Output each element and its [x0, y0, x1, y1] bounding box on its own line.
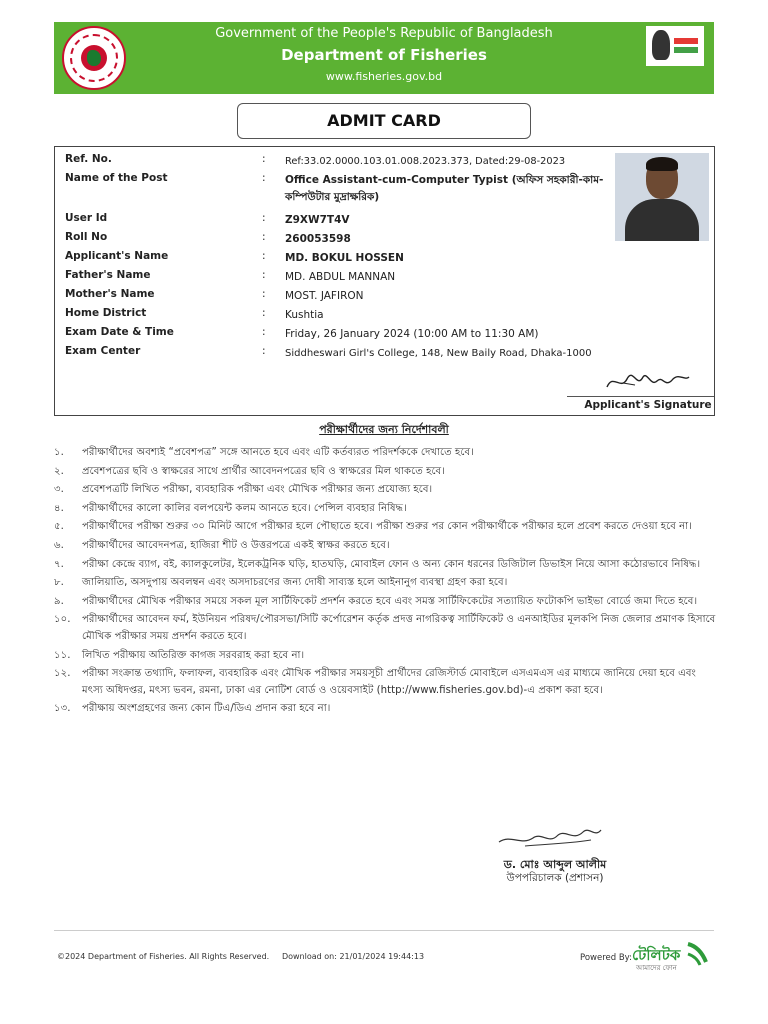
instruction-text: পরীক্ষা কেন্দ্রে ব্যাগ, বই, ক্যালকুলেটর, ইলেকট্রনিক ঘড়ি, হাতঘড়ি, মোবাইল ফোন ও অন্য কোন ধরনের ডিজিটাল ডিভাইস নিয়ে আসা কঠোরভাবে নিষিদ্ধ।	[82, 558, 701, 570]
instruction-text: জালিয়াতি, অসদুপায় অবলম্বন এবং অসদাচরণের জন্য দোষী সাব্যস্ত হলে আইনানুগ ব্যবস্থা গ্রহণ করা হবে।	[82, 577, 508, 589]
footer-download-time: Download on: 21/01/2024 19:44:13	[281, 952, 425, 961]
instruction-number: ৯.	[54, 595, 64, 607]
instruction-item	[54, 557, 718, 574]
field-value: Siddheswari Girl's College, 148, New Baily Road, Dhaka-1000	[285, 348, 592, 359]
field-label: Name of the Post	[65, 172, 168, 184]
field-value: Ref:33.02.0000.103.01.008.2023.373, Dated:29-08-2023	[285, 156, 566, 167]
instruction-item	[54, 594, 718, 611]
field-label: Roll No	[65, 231, 108, 243]
field-value: 260053598	[285, 233, 351, 245]
instruction-number: ৭.	[54, 558, 64, 570]
instruction-text: পরীক্ষায় অংশগ্রহণের জন্য কোন টিএ/ডিএ প্রদান করা হবে না।	[82, 703, 331, 715]
instruction-text: পরীক্ষার্থীদের আবেদনপত্র, হাজিরা শীট ও উত্তরপত্রে একই স্বাক্ষর করতে হবে।	[82, 539, 390, 551]
instruction-item	[54, 575, 718, 592]
officer-signature-icon	[495, 820, 605, 856]
header-banner	[54, 22, 714, 94]
instruction-item	[54, 464, 718, 481]
applicant-signature-label: Applicant's Signature	[584, 399, 712, 411]
applicant-info-box	[54, 146, 715, 416]
instruction-item	[54, 701, 718, 718]
field-colon: :	[262, 212, 266, 224]
instruction-item	[54, 648, 718, 665]
field-colon: :	[262, 172, 266, 184]
instruction-item	[54, 666, 718, 699]
footer-copyright: ©2024 Department of Fisheries. All Rights Reserved.	[57, 952, 270, 961]
field-value: Office Assistant-cum-Computer Typist (অফিস সহকারী-কাম-কম্পিউটার মুদ্রাক্ষরিক)	[285, 174, 604, 203]
instruction-text: প্রবেশপত্রের ছবি ও স্বাক্ষরের সাথে প্রার্থীর আবেদনপত্রের ছবি ও স্বাক্ষরের মিল থাকতে হবে।	[82, 465, 445, 477]
website-link[interactable]: www.fisheries.gov.bd	[325, 70, 443, 83]
admit-card-title: ADMIT CARD	[237, 103, 531, 139]
department-name: Department of Fisheries	[281, 46, 487, 64]
field-label: Father's Name	[65, 269, 151, 281]
instruction-item	[54, 538, 718, 555]
instruction-number: ৪.	[54, 502, 64, 514]
field-value: Kushtia	[285, 309, 324, 321]
mujib-borsho-logo-icon	[646, 26, 704, 66]
instruction-text: প্রবেশপত্রটি লিখিত পরীক্ষা, ব্যবহারিক পরীক্ষা এবং মৌখিক পরীক্ষার জন্য প্রযোজ্য হবে।	[82, 484, 433, 496]
instruction-number: ৩.	[54, 484, 64, 496]
instruction-text: পরীক্ষার্থীদের মৌখিক পরীক্ষার সময়ে সকল মূল সার্টিফিকেট প্রদর্শন করতে হবে এবং সমস্ত সার্টিফিকেটের সত্যায়িত ফটোকপি ভাইভা বোর্ডে জমা দিতে হবে।	[82, 595, 698, 607]
field-value: Friday, 26 January 2024 (10:00 AM to 11:30 AM)	[285, 328, 539, 340]
instruction-number: ১.	[54, 447, 64, 458]
field-label: Ref. No.	[65, 153, 112, 165]
field-value: Z9XW7T4V	[285, 214, 350, 226]
instruction-number: ৫.	[54, 521, 64, 533]
field-label: Home District	[65, 307, 147, 319]
instruction-item	[54, 482, 718, 499]
field-colon: :	[262, 326, 266, 338]
field-label: Mother's Name	[65, 288, 155, 300]
instruction-text: পরীক্ষার্থীদের আবেদন ফর্ম, ইউনিয়ন পরিষদ/পৌরসভা/সিটি কর্পোরেশন কর্তৃক প্রদত্ত নাগরিকত্ব সার্টিফিকেট ও এনআইডির মূলকপি নিজ জেলার প্রমাণক হিসাবে মৌখিক পরীক্ষার সময় প্রদর্শন করতে হবে।	[82, 614, 716, 642]
signature-line	[567, 396, 714, 397]
field-colon: :	[262, 231, 266, 243]
instruction-item	[54, 501, 718, 518]
instruction-number: ১০.	[54, 614, 71, 626]
instructions-title: পরীক্ষার্থীদের জন্য নির্দেশাবলী	[319, 423, 449, 436]
instruction-item	[54, 519, 718, 536]
instruction-item	[54, 445, 718, 462]
instruction-number: ১২.	[54, 668, 71, 680]
instruction-text: পরীক্ষার্থীদের কালো কালির বলপয়েন্ট কলম আনতে হবে। পেন্সিল ব্যবহার নিষিদ্ধ।	[82, 502, 407, 514]
teletalk-brand-name: টেলিটক	[632, 946, 681, 964]
field-colon: :	[262, 307, 266, 319]
instruction-text: পরীক্ষার্থীদের অবশ্যই “প্রবেশপত্র” সঙ্গে আনতে হবে এবং এটি কর্তব্যরত পরিদর্শককে দেখাতে হবে।	[82, 447, 474, 458]
instruction-number: ১৩.	[54, 703, 71, 715]
field-value: MOST. JAFIRON	[285, 290, 364, 302]
applicant-signature-icon	[603, 367, 693, 397]
officer-designation: উপপরিচালক (প্রশাসন)	[506, 872, 604, 884]
footer-info	[57, 952, 424, 961]
field-label: Exam Center	[65, 345, 141, 357]
applicant-photo	[615, 153, 709, 241]
field-colon: :	[262, 288, 266, 300]
officer-name: ড. মোঃ আব্দুল আলীম	[503, 858, 607, 871]
instructions-list	[54, 445, 718, 720]
teletalk-wave-icon	[686, 940, 708, 966]
field-value: MD. ABDUL MANNAN	[285, 271, 396, 283]
field-value: MD. BOKUL HOSSEN	[285, 252, 404, 264]
field-label: User Id	[65, 212, 108, 224]
powered-by-label: Powered By:	[580, 953, 632, 963]
instruction-number: ২.	[54, 465, 64, 477]
teletalk-tagline: আমাদের ফোন	[636, 964, 677, 972]
instruction-text: পরীক্ষার্থীদের পরীক্ষা শুরুর ৩০ মিনিট আগে পরীক্ষার হলে পৌছাতে হবে। পরীক্ষা শুরুর পর কোন পরীক্ষার্থীকে পরীক্ষার হলে প্রবেশ করতে দেওয়া হবে না।	[82, 521, 692, 533]
instruction-item	[54, 612, 718, 645]
instruction-number: ১১.	[54, 649, 71, 661]
instruction-number: ৬.	[54, 539, 64, 551]
instruction-number: ৮.	[54, 577, 64, 589]
footer-divider	[54, 930, 714, 931]
instruction-text: পরীক্ষা সংক্রান্ত তথ্যাদি, ফলাফল, ব্যবহারিক এবং মৌখিক পরীক্ষার সময়সূচী প্রার্থীদের রেজিস্টার্ড মোবাইলে এসএমএস এর মাধ্যমে জানিয়ে দেয়া হবে এবং মৎস্য অধিদপ্তর, মৎস্য ভবন, রমনা, ঢাকা এর নোটিশ বোর্ড ও ওয়েবসাইট (http://www.fisheries.gov.bd)-এ প্রকাশ করা হবে।	[82, 668, 696, 696]
teletalk-logo[interactable]	[632, 938, 712, 972]
field-label: Applicant's Name	[65, 250, 169, 262]
field-colon: :	[262, 250, 266, 262]
field-colon: :	[262, 153, 266, 165]
instruction-text: লিখিত পরীক্ষায় অতিরিক্ত কাগজ সরবরাহ করা হবে না।	[82, 649, 305, 661]
field-colon: :	[262, 269, 266, 281]
field-colon: :	[262, 345, 266, 357]
field-label: Exam Date & Time	[65, 326, 174, 338]
government-name: Government of the People's Republic of Bangladesh	[215, 26, 553, 41]
